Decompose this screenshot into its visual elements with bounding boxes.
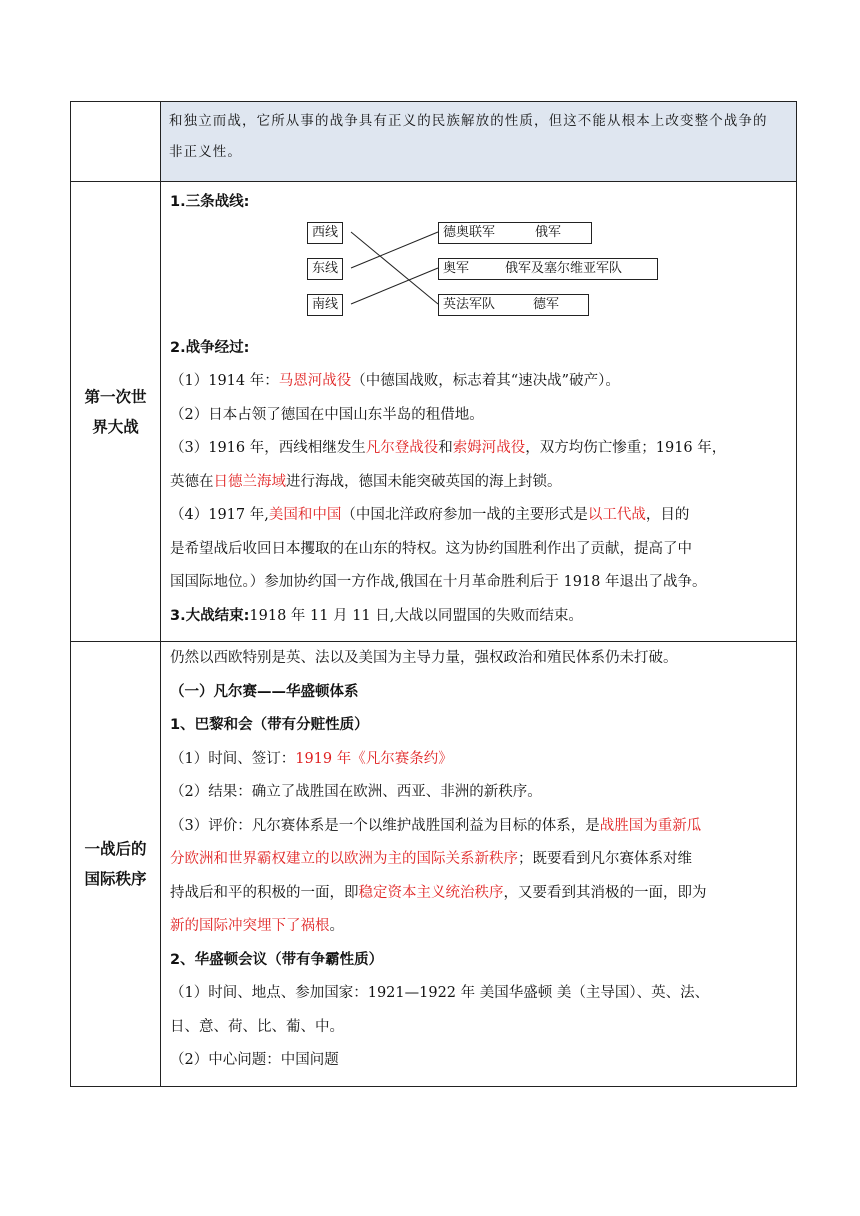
- postwar-label-line1: 一战后的: [84, 840, 147, 858]
- front-west-box: 西线: [307, 222, 343, 244]
- postwar-row: [71, 642, 797, 1087]
- continuation-text-1: 和独立而战，它所从事的战争具有正义的民族解放的性质，但这不能从根本上改变整个战争的: [169, 113, 768, 129]
- course-item-4-line3: 国国际地位。）参加协约国一方作战,俄国在十月革命胜利后于 1918 年退出了战争。: [170, 574, 707, 590]
- washington-item-2: （2）中心问题：中国问题: [170, 1052, 339, 1068]
- ww1-label-line1: 第一次世: [84, 387, 147, 406]
- paris-item-3-line1: （3）评价：凡尔赛体系是一个以维护战胜国利益为目标的体系，是战胜国为重新瓜: [170, 817, 702, 834]
- course-item-4-line2: 是希望战后收回日本攫取的在山东的特权。这为协约国胜利作出了贡献，提高了中: [170, 540, 692, 557]
- fronts-heading: 1.三条战线:: [170, 194, 250, 210]
- ww1-content-cell: [161, 182, 797, 642]
- paris-heading: 1、巴黎和会（带有分赃性质）: [170, 717, 369, 733]
- box3-left-text: 英法军队: [443, 296, 496, 312]
- section-versailles-washington: （一）凡尔赛——华盛顿体系: [170, 683, 359, 700]
- continuation-cell: [161, 102, 797, 182]
- postwar-label-line2: 国际秩序: [84, 870, 147, 888]
- course-item-2: （2）日本占领了德国在中国山东半岛的租借地。: [170, 406, 484, 423]
- content-table: [70, 101, 797, 1087]
- ww1-label-line2: 界大战: [92, 417, 139, 436]
- box1-right-text: 俄军: [535, 224, 562, 240]
- course-item-3-line1: （3）1916 年，西线相继发生凡尔登战役和索姆河战役，双方均伤亡惨重；1916 年，: [170, 440, 727, 456]
- postwar-label-cell: [71, 642, 161, 1087]
- front-east-box: 东线: [307, 258, 343, 280]
- washington-heading: 2、华盛顿会议（带有争霸性质）: [170, 951, 384, 968]
- paris-item-3-line3: 持战后和平的积极的一面，即稳定资本主义统治秩序，又要看到其消极的一面，即为: [170, 884, 707, 901]
- front-result-box-2: [438, 258, 658, 280]
- box1-left-text: 德奥联军: [443, 224, 496, 240]
- front-south-box: 南线: [307, 294, 343, 316]
- box2-left-text: 奥军: [443, 260, 470, 276]
- course-item-4-line1: （4）1917 年,美国和中国（中国北洋政府参加一战的主要形式是以工代战，目的: [170, 507, 690, 523]
- ww1-label-cell: [71, 182, 161, 642]
- course-item-3-line2: 英德在日德兰海域进行海战，德国未能突破英国的海上封锁。: [170, 473, 562, 490]
- box3-right-text: 德军: [533, 296, 560, 312]
- empty-label-cell: [71, 102, 161, 182]
- front-result-box-3: [438, 294, 589, 316]
- washington-item-1-line1: （1）时间、地点、参加国家：1921—1922 年 美国华盛顿 美（主导国）、英、法、: [170, 985, 710, 1001]
- course-heading: 2.战争经过:: [170, 339, 250, 356]
- front-result-box-1: [438, 222, 592, 244]
- continuation-row: [71, 102, 797, 182]
- fronts-diagram: [170, 220, 790, 332]
- box2-right-text: 俄军及塞尔维亚军队: [505, 260, 623, 276]
- war-end: 3.大战结束:1918 年 11 月 11 日,大战以同盟国的失败而结束。: [170, 607, 583, 624]
- continuation-text-2: 非正义性。: [169, 144, 242, 160]
- ww1-row: [71, 182, 797, 642]
- course-item-1: （1）1914 年：马恩河战役（中德国战败，标志着其“速决战”破产）。: [170, 373, 620, 389]
- paris-item-3-line2: 分欧洲和世界霸权建立的以欧洲为主的国际关系新秩序；既要看到凡尔赛体系对维: [170, 851, 692, 867]
- postwar-intro: 仍然以西欧特别是英、法以及美国为主导力量，强权政治和殖民体系仍未打破。: [170, 650, 678, 666]
- paris-item-3-line4: 新的国际冲突埋下了祸根。: [170, 918, 344, 934]
- washington-item-1-line2: 日、意、荷、比、葡、中。: [170, 1018, 344, 1035]
- postwar-content-cell: [161, 642, 797, 1087]
- paris-item-1: （1）时间、签订：1919 年《凡尔赛条约》: [170, 750, 453, 767]
- paris-item-2: （2）结果：确立了战胜国在欧洲、西亚、非洲的新秩序。: [170, 784, 542, 800]
